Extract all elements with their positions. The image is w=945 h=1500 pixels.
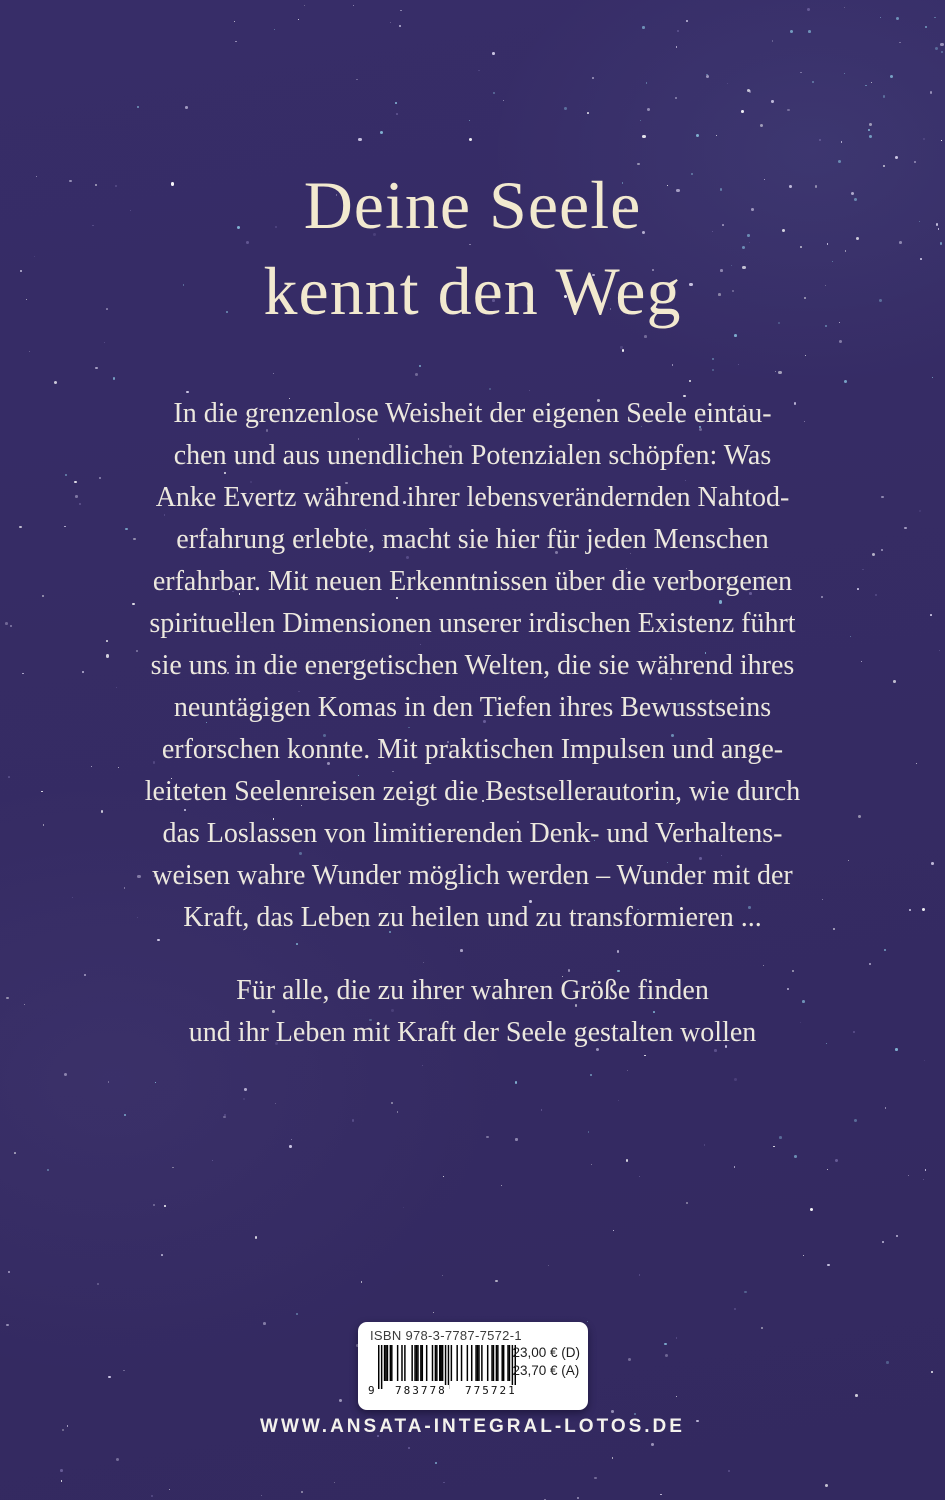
blurb-line: leiteten Seelenreisen zeigt die Bestsellerautorin, wie durch: [144, 776, 801, 807]
price-germany: 23,00 € (D): [512, 1345, 580, 1360]
blurb-line: spirituellen Dimensionen unserer irdischen Existenz führt: [149, 608, 796, 639]
barcode-bars-icon: [378, 1345, 516, 1389]
audience-line: Für alle, die zu ihrer wahren Größe finden: [236, 975, 709, 1006]
book-title-line-1: Deine Seele: [303, 167, 642, 243]
blurb-line: sie uns in die energetischen Welten, die sie während ihres: [150, 650, 795, 681]
blurb-line: chen und aus unendlichen Potenzialen schöpfen: Was: [173, 440, 772, 471]
publisher-website: WWW.ANSATA-INTEGRAL-LOTOS.DE: [260, 1416, 685, 1437]
price-austria: 23,70 € (A): [512, 1363, 580, 1378]
barcode-label-box: [358, 1322, 588, 1410]
blurb-line: erforschen konnte. Mit praktischen Impulsen und ange-: [161, 734, 784, 765]
book-title: [0, 162, 945, 334]
blurb-line: Kraft, das Leben zu heilen und zu transformieren ...: [183, 902, 762, 933]
blurb-line: In die grenzenlose Weisheit der eigenen Seele eintau-: [173, 398, 772, 429]
barcode-digits-right: 775721: [465, 1384, 517, 1397]
blurb-line: das Loslassen von limitierenden Denk- und Verhaltens-: [162, 818, 783, 849]
blurb-paragraph: [0, 393, 945, 939]
ean13-barcode: [368, 1345, 526, 1395]
blurb-line: Anke Evertz während ihrer lebensverändernden Nahtod-: [155, 482, 790, 513]
barcode-digits-left: 783778: [395, 1384, 447, 1397]
price-block: [512, 1344, 580, 1380]
barcode-digit-first: 9: [368, 1384, 375, 1397]
book-title-line-2: kennt den Weg: [263, 253, 682, 329]
isbn-text: ISBN 978-3-7787-7572-1: [370, 1328, 522, 1343]
blurb-line: neuntägigen Komas in den Tiefen ihres Bewusstseins: [173, 692, 772, 723]
audience-line: und ihr Leben mit Kraft der Seele gestalten wollen: [188, 1017, 757, 1048]
blurb-line: erfahrung erlebte, macht sie hier für jeden Menschen: [176, 524, 769, 555]
blurb-line: erfahrbar. Mit neuen Erkenntnissen über die verborgenen: [152, 566, 793, 597]
audience-paragraph: [0, 970, 945, 1054]
blurb-line: weisen wahre Wunder möglich werden – Wunder mit der: [152, 860, 793, 891]
